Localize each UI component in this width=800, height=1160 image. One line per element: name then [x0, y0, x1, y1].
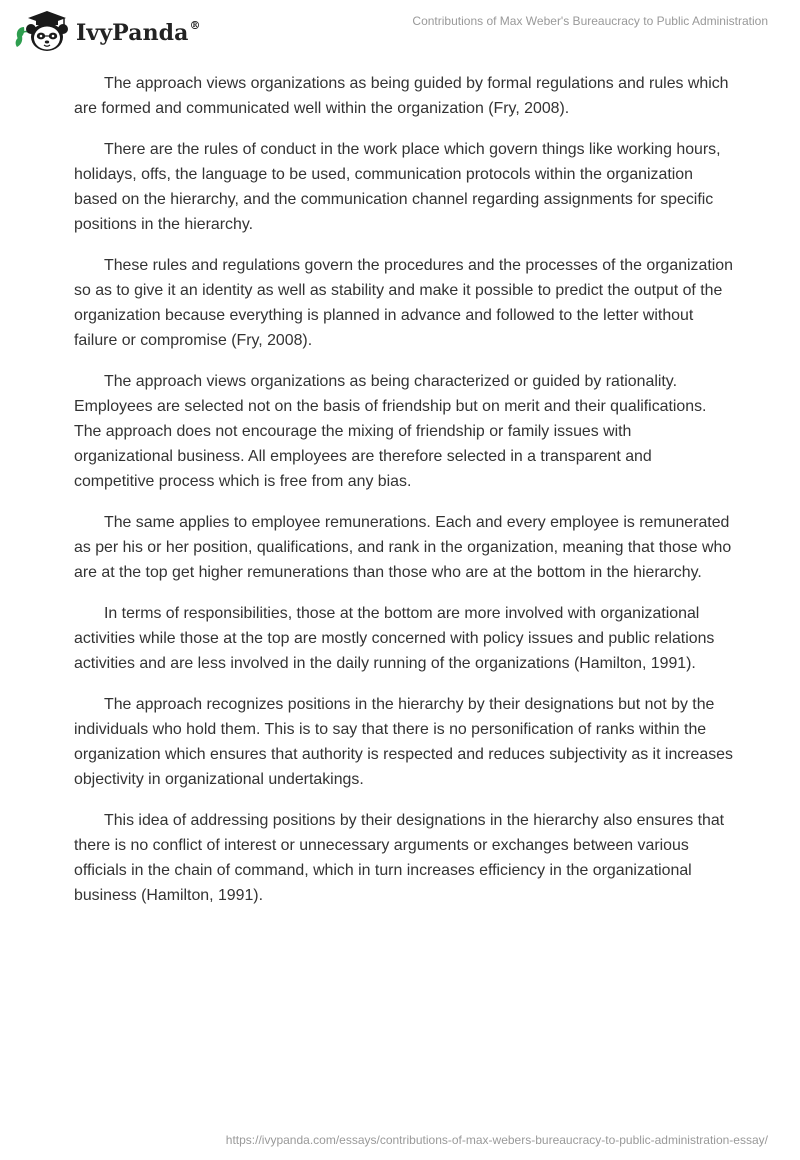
- paragraph-7: The approach recognizes positions in the hierarchy by their designations but not by the individuals who hold them. This is to say that there is no personification of ranks within the organization which ensures that authority is respected and reduces subjectivity as it increases objectivity in organizational undertakings.: [74, 696, 733, 788]
- paragraph-4: The approach views organizations as being characterized or guided by rationality. Employees are selected not on the basis of friendship but on merit and their qualifications. The approach does not encourage the mixing of friendship or family issues with organizational business. All employees are therefore selected in a transparent and competitive process which is free from any bias.: [74, 373, 707, 490]
- essay-body: [74, 71, 734, 924]
- paragraph-6: In terms of responsibilities, those at the bottom are more involved with organizational activities while those at the top are mostly concerned with policy issues and public relations activities and are less involved in the daily running of the organizations (Hamilton, 1991).: [74, 605, 715, 672]
- paragraph-5: The same applies to employee remunerations. Each and every employee is remunerated as per his or her position, qualifications, and rank in the organization, meaning that those who are at the top get higher remunerations than those who are at the bottom in the hierarchy.: [74, 514, 732, 581]
- paragraph-1: The approach views organizations as being guided by formal regulations and rules which are formed and communicated well within the organization (Fry, 2008).: [74, 75, 729, 117]
- paragraph-3: These rules and regulations govern the procedures and the processes of the organization so as to give it an identity as well as stability and make it possible to predict the output of the organization because everything is planned in advance and followed to the letter without failure or compromise (Fry, 2008).: [74, 257, 733, 349]
- document-title: Contributions of Max Weber's Bureaucracy to Public Administration: [412, 14, 768, 28]
- panda-graduation-cap-icon: [14, 9, 74, 53]
- paragraph-8: This idea of addressing positions by their designations in the hierarchy also ensures that there is no conflict of interest or unnecessary arguments or exchanges between various officials in the chain of command, which in turn increases efficiency in the organizational business (Hamilton, 1991).: [74, 812, 725, 904]
- page-header: [0, 0, 800, 60]
- paragraph-2: There are the rules of conduct in the work place which govern things like working hours, holidays, offs, the language to be used, communication protocols within the organization based on the hierarchy, and the communication channel regarding assignments for specific positions in the hierarchy.: [74, 141, 721, 233]
- registered-mark: ®: [189, 18, 201, 32]
- brand-name: IvyPanda®: [76, 18, 201, 46]
- source-url[interactable]: https://ivypanda.com/essays/contributions-of-max-webers-bureaucracy-to-public-administration-essay/: [225, 1133, 768, 1147]
- ivypanda-logo[interactable]: [14, 9, 201, 53]
